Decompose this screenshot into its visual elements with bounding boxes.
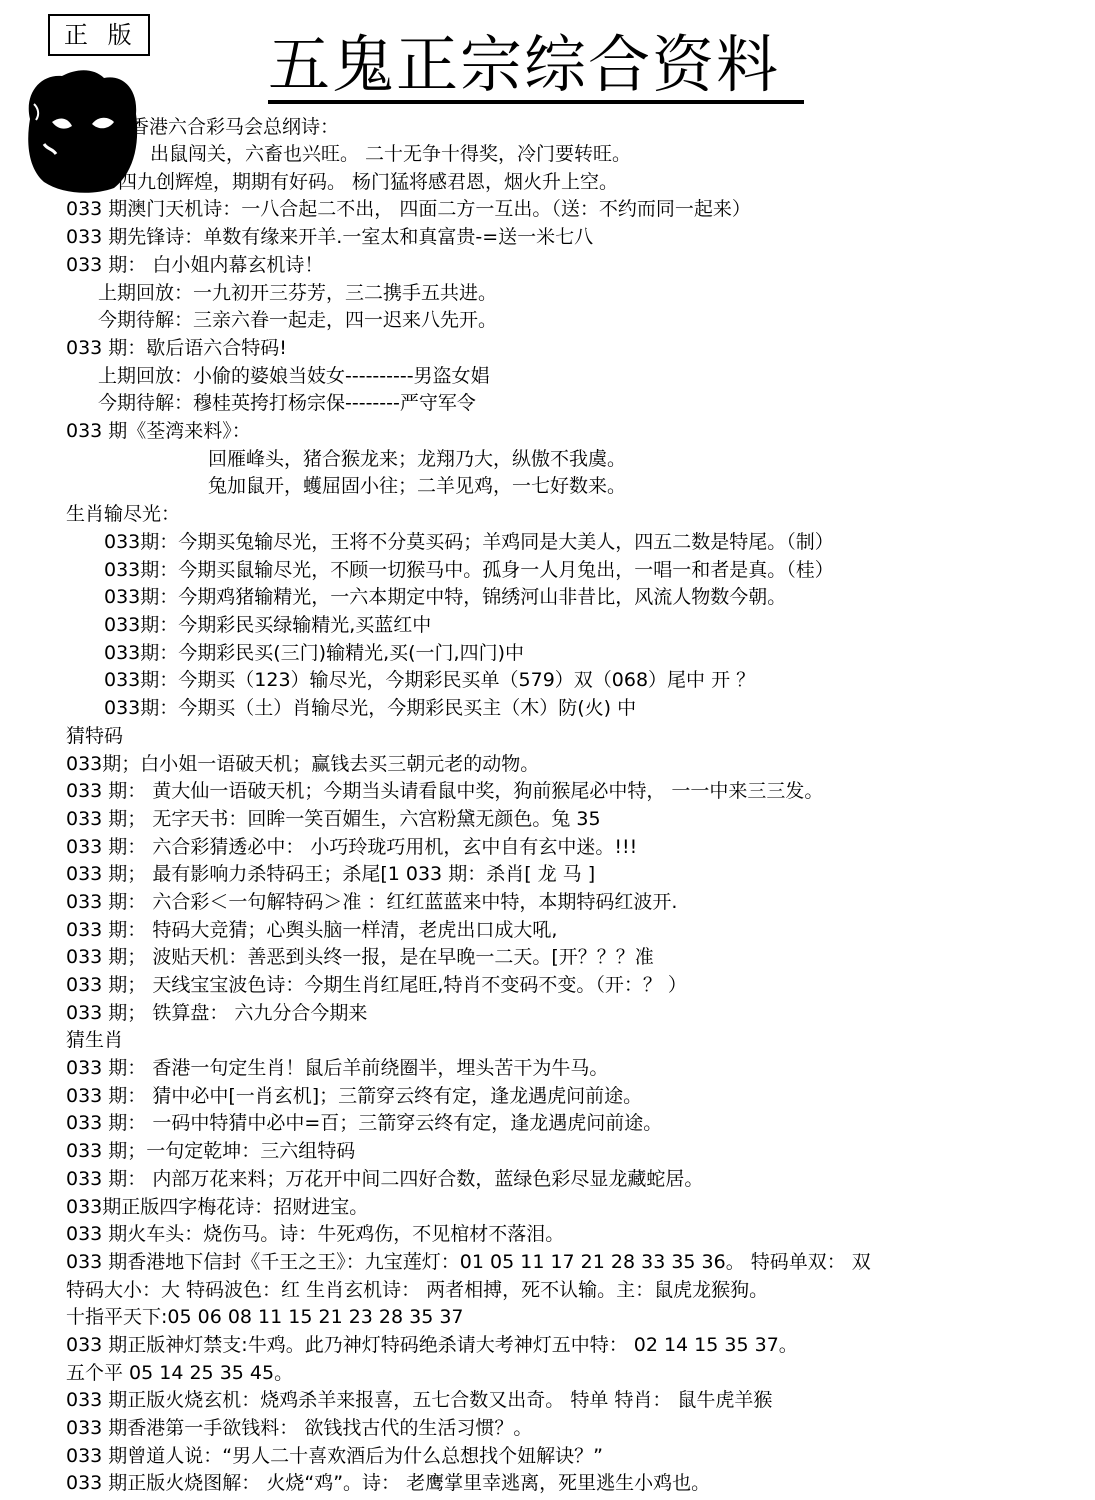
text-line: 出鼠闯关，六畜也兴旺。 二十无争十得奖，冷门要转旺。 <box>150 143 632 165</box>
text-line: 033 期； 铁算盘： 六九分合今期来 <box>66 1002 368 1024</box>
text-line: 033 期香港地下信封《千王之王》：九宝莲灯：01 05 11 17 21 28 33 35 36。 特码单双： 双 <box>66 1251 871 1273</box>
text-line: 033 期： 特码大竞猜；心舆头脑一样清，老虎出口成大吼, <box>66 919 558 941</box>
text-line: 回雁峰头，猪合猴龙来；龙翔乃大，纵傲不我虞。 <box>208 448 627 470</box>
text-line: 五个平 05 14 25 35 45。 <box>66 1362 294 1384</box>
text-line: 033 期： 一码中特猜中必中=百；三箭穿云终有定，逢龙遇虎问前途。 <box>66 1112 663 1134</box>
text-line: 上期回放：一九初开三芬芳，三二携手五共进。 <box>98 282 498 304</box>
text-line: 033 期： 猜中必中[一肖玄机]；三箭穿云终有定，逢龙遇虎问前途。 <box>66 1085 643 1107</box>
text-line: 033 期：歇后语六合特码! <box>66 337 287 359</box>
text-line: 033 期香港第一手欲钱料： 欲钱找古代的生活习惯？。 <box>66 1417 533 1439</box>
text-line: 四九创辉煌，期期有好码。 杨门猛将感君恩，烟火升上空。 <box>118 171 619 193</box>
text-line: 033期：今期彩民买绿输精光,买蓝红中 <box>104 614 432 636</box>
text-line: 033 期火车头：烧伤马。诗：牛死鸡伤，不见棺材不落泪。 <box>66 1223 565 1245</box>
text-line: 033期：今期鸡猪输精光，一六本期定中特，锦绣河山非昔比，风流人物数今朝。 <box>104 586 787 608</box>
text-line: 033期正版四字梅花诗：招财进宝。 <box>66 1196 369 1218</box>
text-line: 033 期正版火烧图解： 火烧“鸡”。诗： 老鹰掌里幸逃离，死里逃生小鸡也。 <box>66 1472 711 1494</box>
text-line: 033 期先锋诗：单数有缘来开羊.一室太和真富贵-=送一米七八 <box>66 226 594 248</box>
text-line: 十指平天下:05 06 08 11 15 21 23 28 35 37 <box>66 1306 464 1328</box>
text-line: 033期：今期买（123）输尽光，今期彩民买单（579）双（068）尾中 开 ？ <box>104 669 756 691</box>
page-title: 五鬼正宗综合资料 <box>268 30 804 104</box>
text-line: 033 期； 无字天书：回眸一笑百媚生，六宫粉黛无颜色。兔 35 <box>66 808 601 830</box>
text-line: 033期：今期买鼠输尽光，不顾一切猴马中。孤身一人月兔出，一唱一和者是真。（桂） <box>104 559 834 581</box>
text-line: 033 期澳门天机诗：一八合起二不出， 四面二方一互出。（送：不约而同一起来） <box>66 198 751 220</box>
text-line: 生肖输尽光： <box>66 503 181 525</box>
text-line: 猜特码 <box>66 725 124 747</box>
text-line: 033 期曾道人说：“男人二十喜欢酒后为什么总想找个妞解诀？” <box>66 1445 603 1467</box>
text-line: 特码大小：大 特码波色：红 生肖玄机诗： 两者相搏，死不认输。主：鼠虎龙猴狗。 <box>66 1279 769 1301</box>
text-line: 033 期； 波贴天机：善恶到头终一报，是在早晚一二天。[开？？？准 <box>66 946 654 968</box>
text-line: 033 期正版火烧玄机：烧鸡杀羊来报喜，五七合数又出奇。 特单 特肖： 鼠牛虎羊猴 <box>66 1389 773 1411</box>
text-line: 猜生肖 <box>66 1029 124 1051</box>
text-line: 今期待解：穆桂英挎打杨宗保--------严守军令 <box>98 392 476 414</box>
text-line: 033期：今期彩民买(三门)输精光,买(一门,四门)中 <box>104 642 524 664</box>
text-line: 033 期： 黄大仙一语破天机；今期当头请看鼠中奖，狗前猴尾必中特， 一一中来三三发。 <box>66 780 824 802</box>
text-line: 033 期： 六合彩猜透必中： 小巧玲珑巧用机，玄中自有玄中迷。!!! <box>66 836 638 858</box>
authentic-badge: 正 版 <box>48 14 150 56</box>
text-line: 033 期； 天线宝宝波色诗：今期生肖红尾旺,特肖不变码不变。（开：？ ） <box>66 974 687 996</box>
text-line: 033 期；一句定乾坤：三六组特码 <box>66 1140 356 1162</box>
text-line: 上期回放：小偷的婆娘当妓女----------男盗女娼 <box>98 365 490 387</box>
text-line: 033 期： 六合彩＜一句解特码＞准 ：红红蓝蓝来中特，本期特码红波开. <box>66 891 678 913</box>
text-line: 033期：今期买兔输尽光，王将不分莫买码；羊鸡同是大美人，四五二数是特尾。（制） <box>104 531 834 553</box>
text-line: 香港六合彩马会总纲诗： <box>130 116 340 138</box>
text-line: 033 期： 白小姐内幕玄机诗！ <box>66 254 324 276</box>
text-line: 033期；白小姐一语破天机；赢钱去买三朝元老的动物。 <box>66 753 540 775</box>
text-line: 033 期《荃湾来料》： <box>66 420 251 442</box>
text-line: 兔加鼠开，蠖屈固小往；二羊见鸡，一七好数来。 <box>208 475 627 497</box>
text-line: 033 期： 内部万花来料；万花开中间二四好合数，蓝绿色彩尽显龙藏蛇居。 <box>66 1168 704 1190</box>
text-line: 033期：今期买（土）肖输尽光，今期彩民买主（木）防(火) 中 <box>104 697 637 719</box>
text-line: 033 期： 香港一句定生肖！鼠后羊前绕圈半，埋头苦干为牛马。 <box>66 1057 609 1079</box>
text-line: 033 期正版神灯禁支:牛鸡。此乃神灯特码绝杀请大考神灯五中特： 02 14 15 35 37。 <box>66 1334 798 1356</box>
text-line: 033 期； 最有影响力杀特码王；杀尾[1 033 期：杀肖[ 龙 马 ] <box>66 863 596 885</box>
text-line: 今期待解：三亲六眷一起走，四一迟来八先开。 <box>98 309 498 331</box>
